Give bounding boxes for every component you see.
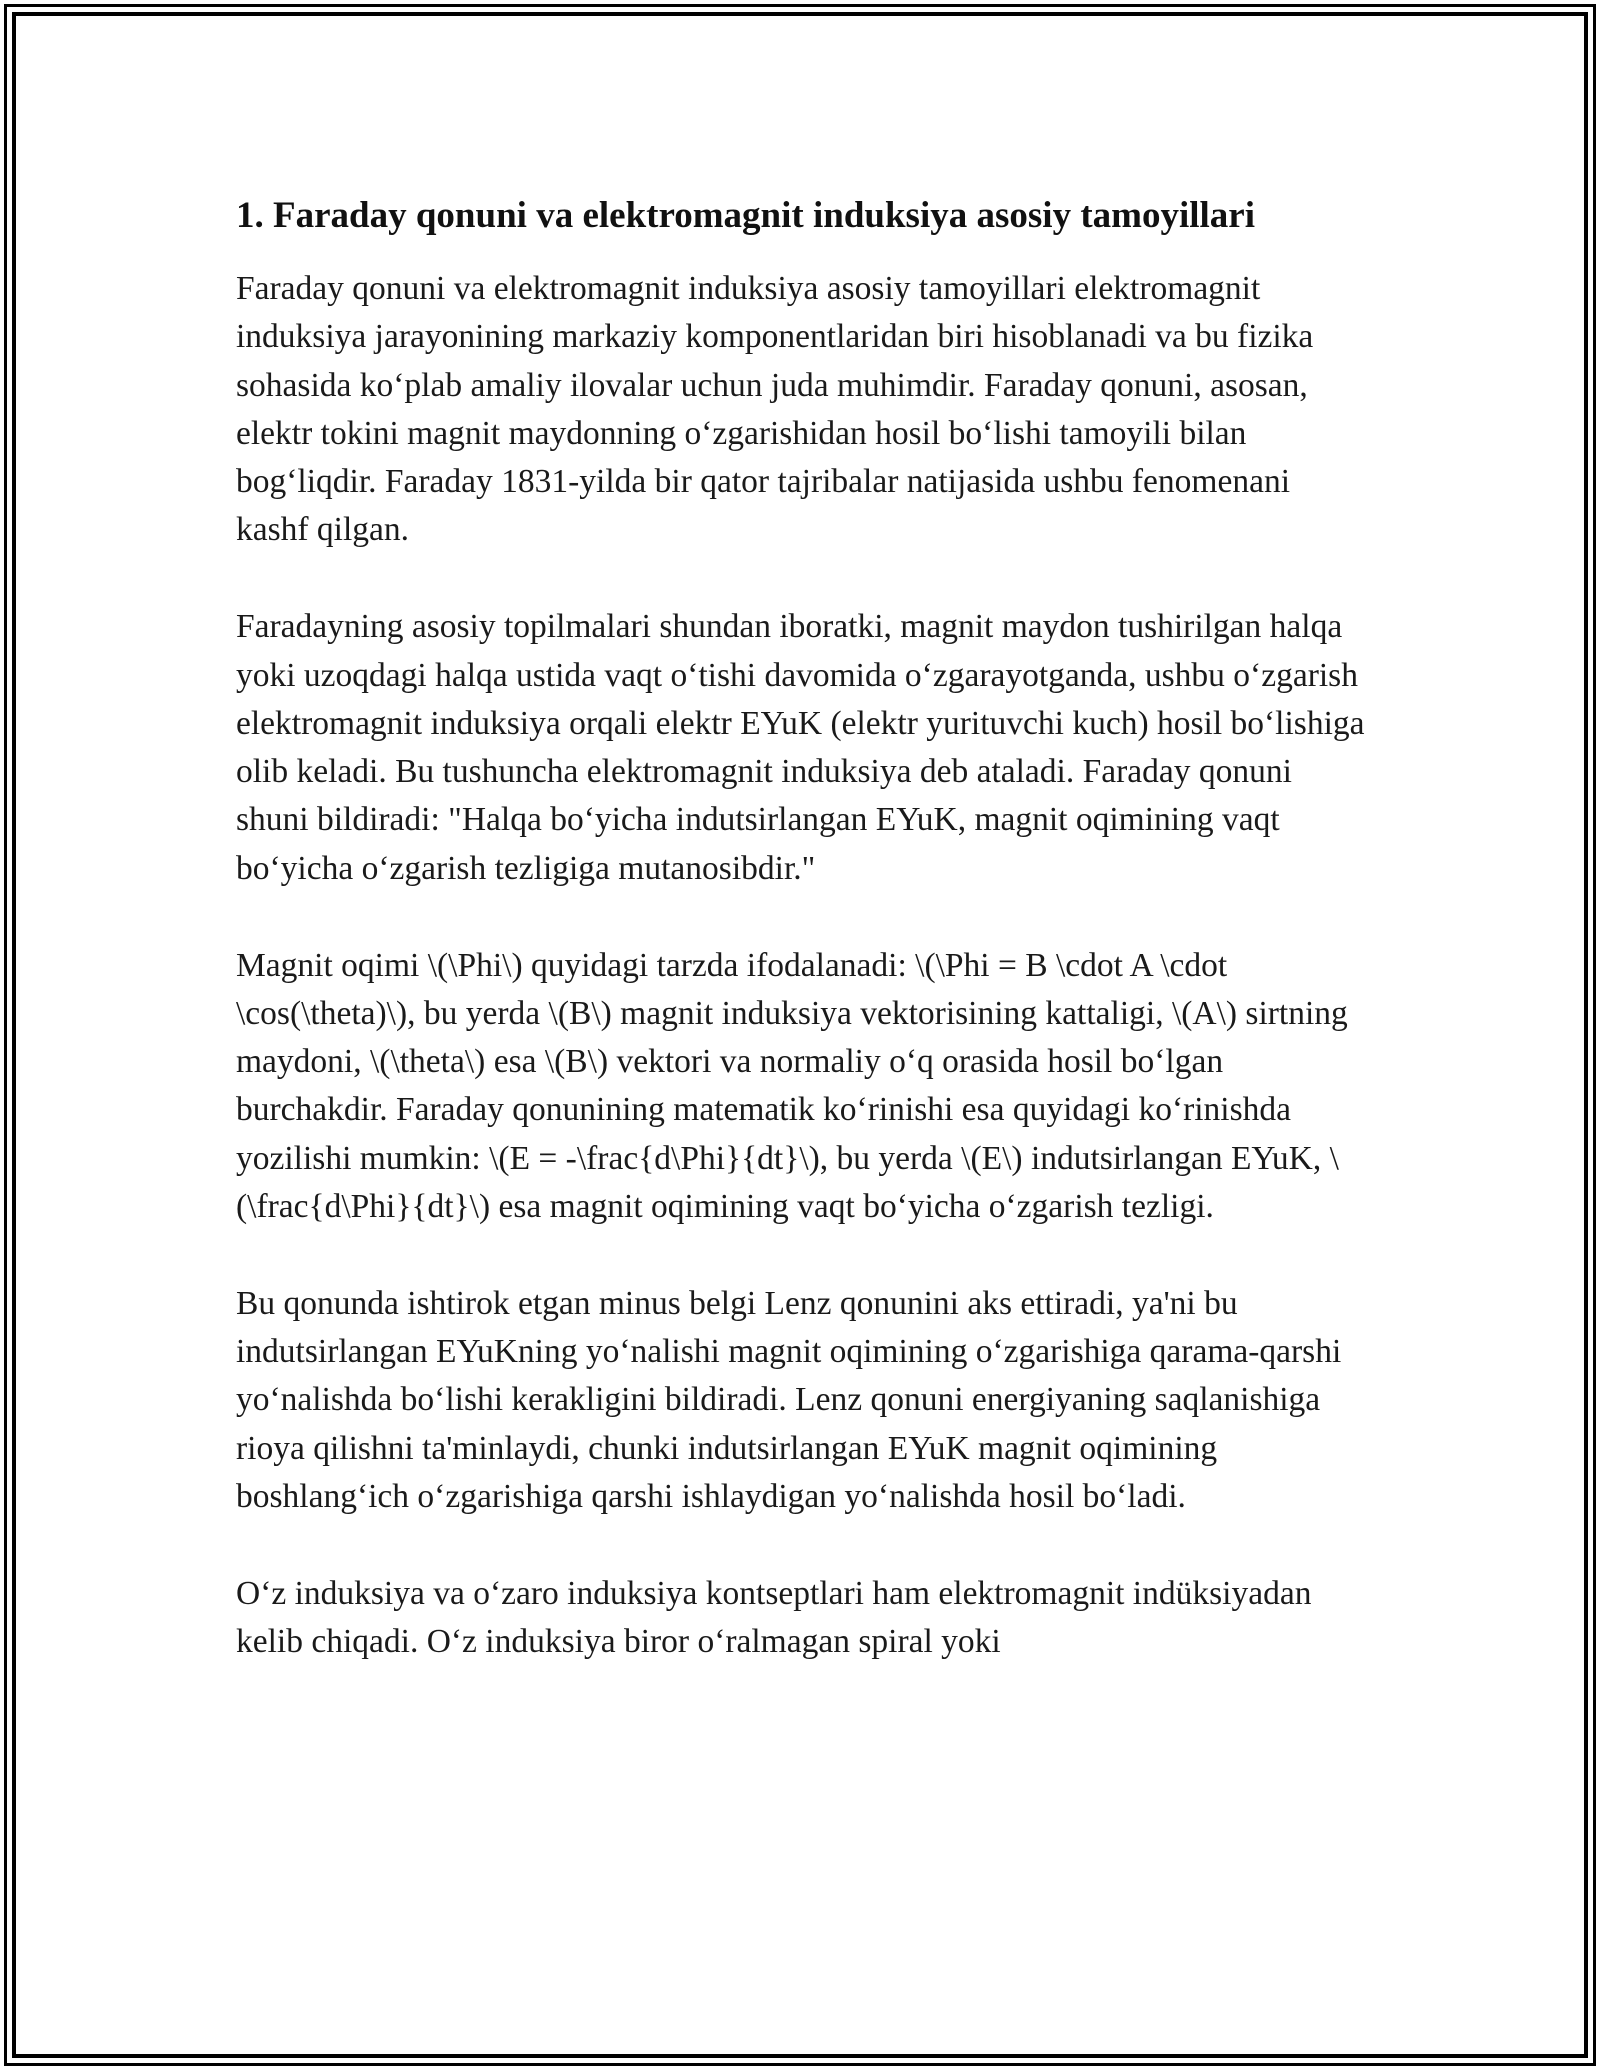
paragraph-faraday-intro: Faraday qonuni va elektromagnit induksiya asosiy tamoyillari elektromagnit induksiya jarayonining markaziy komponentlaridan biri hisoblanadi va bu fizika sohasida ko‘plab amaliy ilovalar uchun juda muhimdir. Faraday qonuni, asosan, elektr tokini magnit maydonning o‘zgarishidan hosil bo‘lishi tamoyili bilan bog‘liqdir. Faraday 1831-yilda bir qator tajribalar natijasida ushbu fenomenani kashf qilgan. [236,270,1314,549]
paragraph-self-induction: O‘z induksiya va o‘zaro induksiya kontseptlari ham elektromagnit indüksiyadan kelib chiqadi. O‘z induksiya biror o‘ralmagan spiral yoki [236,1574,1312,1661]
section-heading: 1. Faraday qonuni va elektromagnit induksiya asosiy tamoyillari [236,195,1255,236]
paragraph-magnetic-flux: Magnit oqimi \(\Phi\) quyidagi tarzda ifodalanadi: \(\Phi = B \cdot A \cdot \cos(\theta)\), bu yerda \(B\) magnit induksiya vektorisining kattaligi, \(A\) sirtning maydoni, \(\theta\) esa \(B\) vektori va normaliy o‘q orasida hosil bo‘lgan burchakdir. Faraday qonunining matematik ko‘rinishi esa quyidagi ko‘rinishda yozilishi mumkin: \(E = -\frac{d\Phi}{dt}\), bu yerda \(E\) indutsirlangan EYuK, \(\frac{d\Phi}{dt}\) esa magnit oqimining vaqt bo‘yicha o‘zgarish tezligi. [236,946,1348,1226]
paragraph-faraday-findings: Faradayning asosiy topilmalari shundan iboratki, magnit maydon tushirilgan halqa yoki uzoqdagi halqa ustida vaqt o‘tishi davomida o‘zgarayotganda, ushbu o‘zgarish elektromagnit induksiya orqali elektr EYuK (elektr yurituvchi kuch) hosil bo‘lishiga olib keladi. Bu tushuncha elektromagnit induksiya deb ataladi. Faraday qonuni shuni bildiradi: "Halqa bo‘yicha indutsirlangan EYuK, magnit oqimining vaqt bo‘yicha o‘zgarish tezligiga mutanosibdir." [236,608,1365,887]
document-body [236,188,1366,1715]
paragraph-lenz-law: Bu qonunda ishtirok etgan minus belgi Lenz qonunini aks ettiradi, ya'ni bu indutsirlangan EYuKning yo‘nalishi magnit oqimining o‘zgarishiga qarama-qarshi yo‘nalishda bo‘lishi kerakligini bildiradi. Lenz qonuni energiyaning saqlanishiga rioya qilishni ta'minlaydi, chunki indutsirlangan EYuK magnit oqimining boshlang‘ich o‘zgarishiga qarshi ishlaydigan yo‘nalishda hosil bo‘ladi. [236,1284,1342,1516]
